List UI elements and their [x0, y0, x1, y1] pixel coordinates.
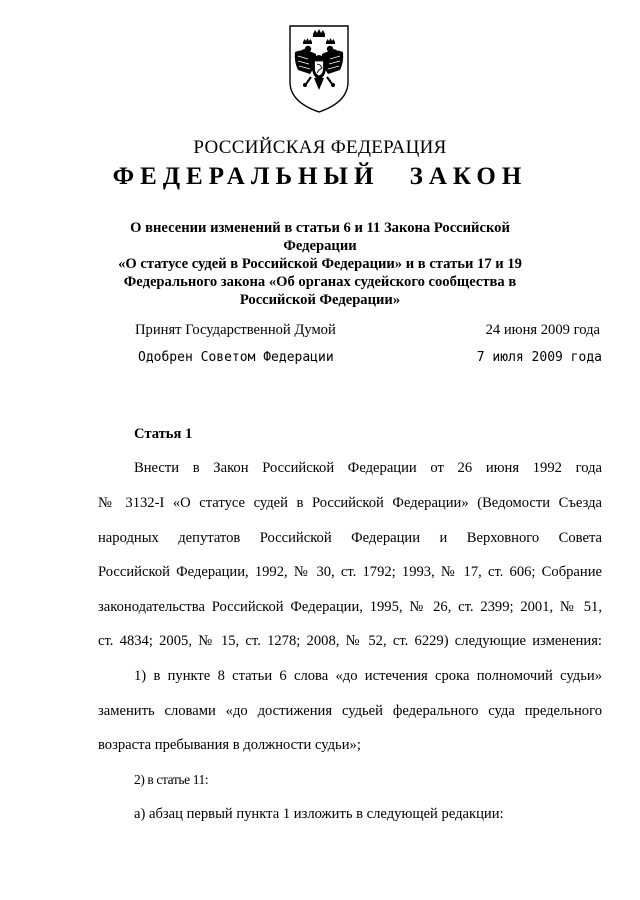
- double-headed-eagle-icon: [286, 22, 352, 114]
- body-line: Внести в Закон Российской Федерации от 26 июня 1992 года: [134, 460, 602, 476]
- body-line: народных депутатов Российской Федерации и Верховного Совета: [98, 530, 602, 546]
- article-heading: Статья 1: [134, 426, 193, 442]
- body-line: № 3132-I «О статусе судей в Российской Федерации» (Ведомости Съезда: [98, 495, 602, 511]
- law-type: ФЕДЕРАЛЬНЫЙ ЗАКОН: [112, 163, 528, 190]
- body-line: 2) в статье 11:: [134, 772, 209, 787]
- council-approval-label: Одобрен Советом Федерации: [138, 350, 334, 365]
- body-line: 1) в пункте 8 статьи 6 слова «до истечения срока полномочий судьи»: [134, 668, 602, 684]
- law-title-line: О внесении изменений в статьи 6 и 11 Закона Российской Федерации: [130, 220, 510, 254]
- body-line: Российской Федерации, 1992, № 30, ст. 1792; 1993, № 17, ст. 606; Собрание: [98, 564, 602, 580]
- body-line: законодательства Российской Федерации, 1995, № 26, ст. 2399; 2001, № 51,: [98, 599, 602, 615]
- law-title-line: «О статусе судей в Российской Федерации» и в статьи 17 и 19: [118, 256, 522, 272]
- country-name: РОССИЙСКАЯ ФЕДЕРАЦИЯ: [193, 137, 447, 158]
- duma-adoption-label: Принят Государственной Думой: [135, 322, 336, 338]
- body-line: возраста пребывания в должности судьи»;: [98, 737, 361, 753]
- body-line: заменить словами «до достижения судьей федерального суда предельного: [98, 703, 602, 719]
- law-title-line: Федерального закона «Об органах судейского сообщества в: [123, 274, 517, 290]
- council-approval-date: 7 июля 2009 года: [476, 350, 602, 365]
- body-line: а) абзац первый пункта 1 изложить в следующей редакции:: [134, 806, 504, 822]
- law-title: [100, 219, 540, 309]
- body-line: ст. 4834; 2005, № 15, ст. 1278; 2008, № 52, ст. 6229) следующие изменения:: [98, 633, 602, 649]
- law-title-line: Российской Федерации»: [239, 292, 401, 308]
- duma-adoption-date: 24 июня 2009 года: [485, 322, 600, 338]
